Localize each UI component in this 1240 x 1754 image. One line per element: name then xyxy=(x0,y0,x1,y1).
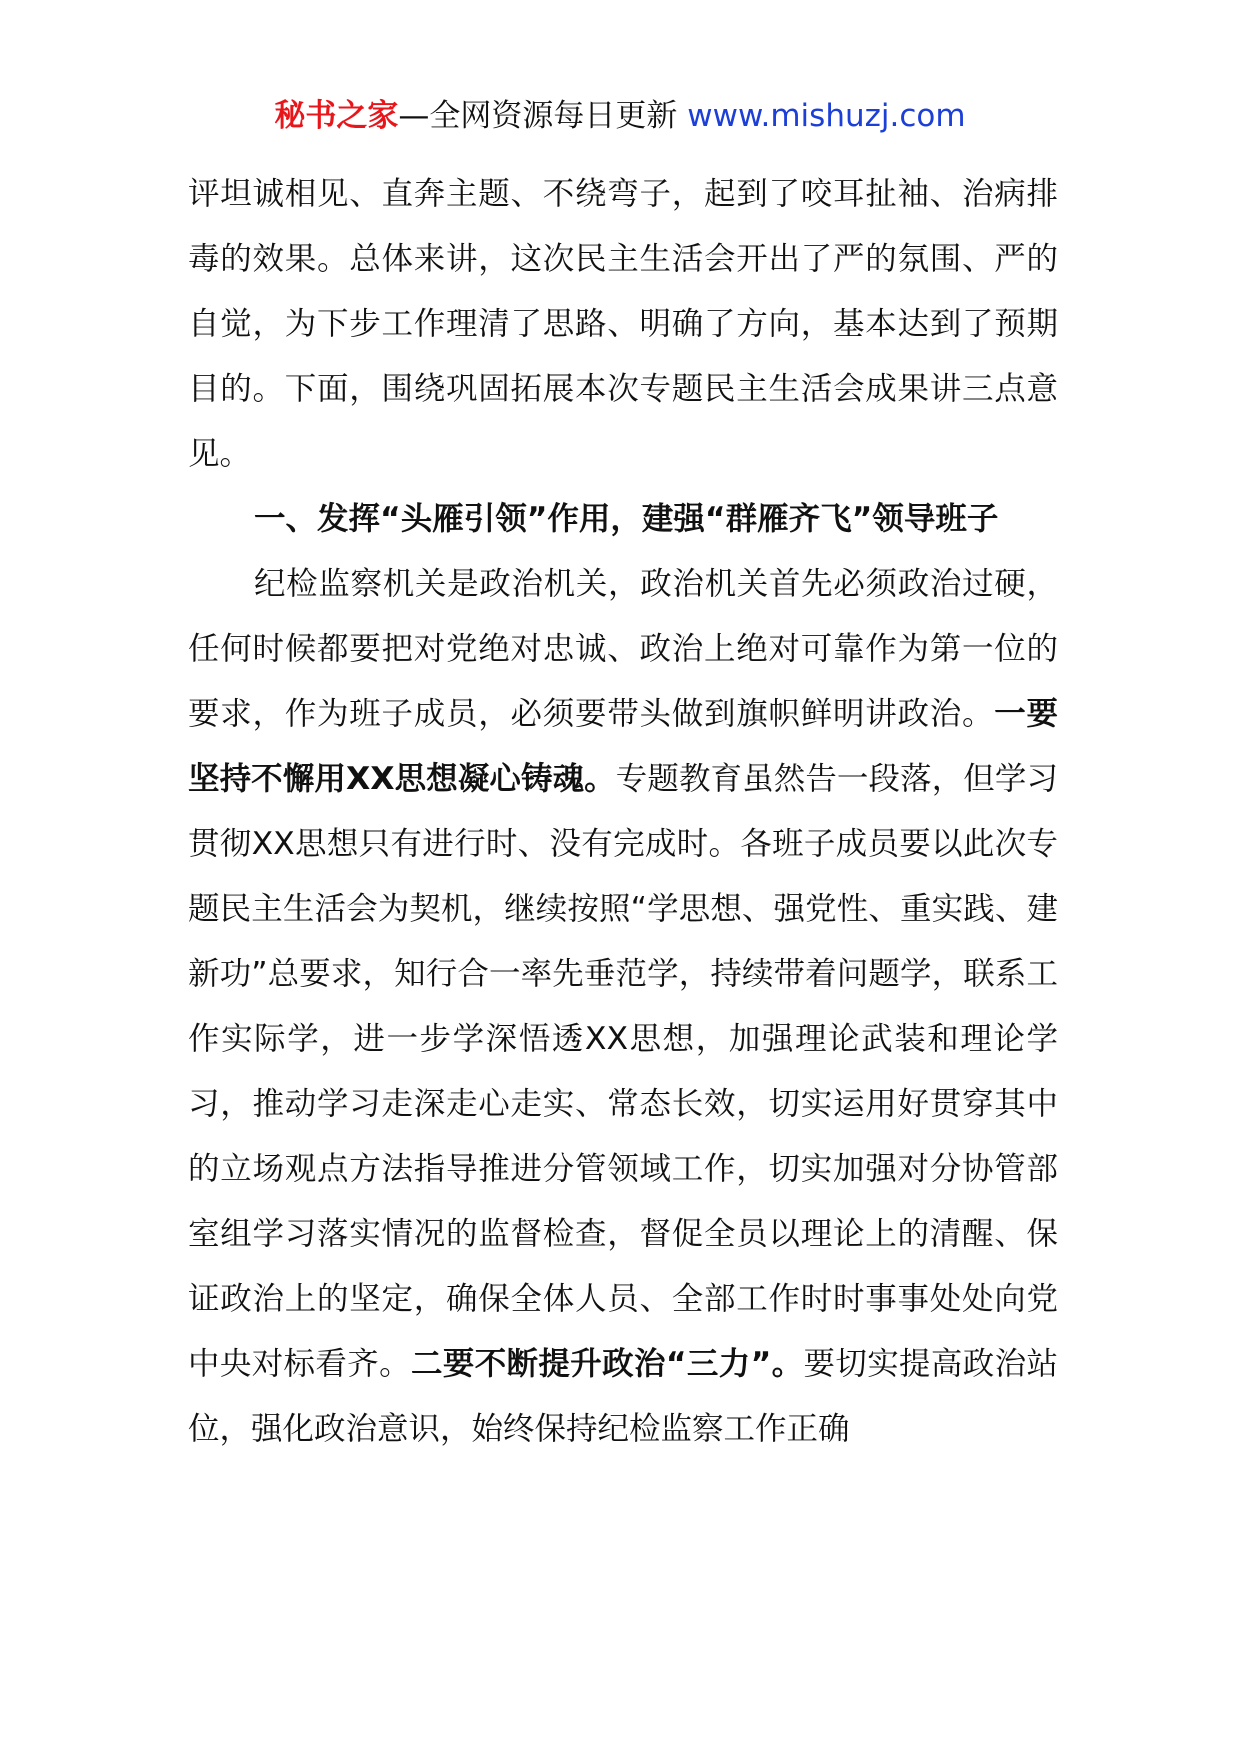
paragraph-section-1 xyxy=(188,552,1058,1462)
paragraph-intro: 纪检监察机关是政治机关，政治机关首先必须政治过硬，任何时候都要把对党绝对忠诚、政治上绝对可靠作为第一位的要求，作为班子成员，必须要带头做到旗帜鲜明讲政治。 xyxy=(188,566,1058,732)
site-header xyxy=(0,96,1240,136)
paragraph-opening: 评坦诚相见、直奔主题、不绕弯子，起到了咬耳扯袖、治病排毒的效果。总体来讲，这次民主生活会开出了严的氛围、严的自觉，为下步工作理清了思路、明确了方向，基本达到了预期目的。下面，围绕巩固拓展本次专题民主生活会成果讲三点意见。 xyxy=(188,176,1058,472)
point-2-text: 要切实提高政治站位，强化政治意识，始终保持纪检监察工作正确 xyxy=(188,1346,1058,1447)
document-body xyxy=(188,162,1058,1462)
header-tagline: —全网资源每日更新 xyxy=(398,98,688,134)
brand-name: 秘书之家 xyxy=(274,98,399,134)
point-1-heading: 一要坚持不懈用XX思想凝心铸魂。 xyxy=(188,696,1058,797)
point-2-heading: 二要不断提升政治“三力”。 xyxy=(410,1346,804,1382)
site-url-link[interactable]: www.mishuzj.com xyxy=(687,98,966,134)
section-heading-1: 一、发挥“头雁引领”作用，建强“群雁齐飞”领导班子 xyxy=(254,501,999,537)
point-1-text: 专题教育虽然告一段落，但学习贯彻XX思想只有进行时、没有完成时。各班子成员要以此次专题民主生活会为契机，继续按照“学思想、强党性、重实践、建新功”总要求，知行合一率先垂范学，持续带着问题学，联系工作实际学，进一步学深悟透XX思想，加强理论武装和理论学习，推动学习走深走心走实、常态长效，切实运用好贯穿其中的立场观点方法指导推进分管领域工作，切实加强对分协管部室组学习落实情况的监督检查，督促全员以理论上的清醒、保证政治上的坚定，确保全体人员、全部工作时时事事处处向党中央对标看齐。 xyxy=(188,761,1058,1382)
